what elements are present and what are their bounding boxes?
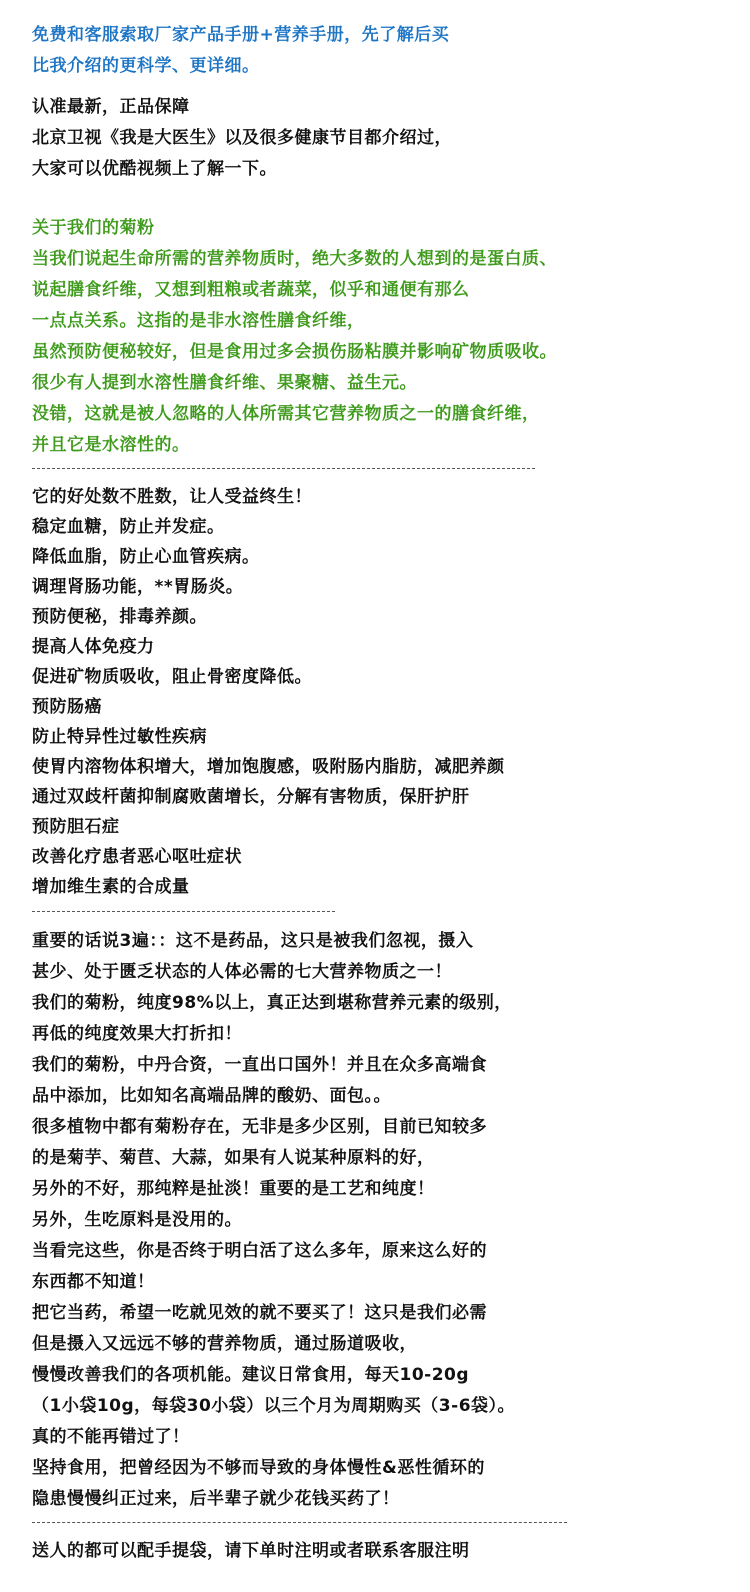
authenticity-line-2: 北京卫视《我是大医生》以及很多健康节目都介绍过， [32,128,452,148]
benefit-line-5: 预防便秘，排毒养颜。 [32,607,207,627]
separator-1 [32,468,535,469]
important-line-6: 品中添加，比如知名高端品牌的酸奶、面包。。 [32,1086,391,1106]
benefit-line-9: 防止特异性过敏性疾病 [32,727,207,747]
benefit-line-6: 提高人体免疫力 [32,637,155,657]
about-line-2: 说起膳食纤维，又想到粗粮或者蔬菜，似乎和通便有那么 [32,280,470,300]
important-line-8: 的是菊芋、菊苣、大蒜，如果有人说某种原料的好， [32,1148,435,1168]
important-line-3: 我们的菊粉，纯度98%以上，真正达到堪称营养元素的级别， [32,993,512,1013]
separator-3 [32,1522,567,1523]
benefit-line-11: 通过双歧杆菌抑制腐败菌增长，分解有害物质，保肝护肝 [32,787,470,807]
separator-2 [32,911,335,912]
about-line-5: 很少有人提到水溶性膳食纤维、果聚糖、益生元。 [32,373,417,393]
about-line-3: 一点点关系。这指的是非水溶性膳食纤维， [32,311,365,331]
footer-line-1: 送人的都可以配手提袋，请下单时注明或者联系客服注明 [32,1541,470,1561]
about-line-7: 并且它是水溶性的。 [32,435,190,455]
about-line-6: 没错，这就是被人忽略的人体所需其它营养物质之一的膳食纤维， [32,404,540,424]
intro-line-2: 比我介绍的更科学、更详细。 [32,56,260,76]
authenticity-line-3: 大家可以优酷视频上了解一下。 [32,159,277,179]
benefit-line-3: 降低血脂，防止心血管疾病。 [32,547,260,567]
benefit-line-13: 改善化疗患者恶心呕吐症状 [32,847,242,867]
important-line-16: （1小袋10g，每袋30小袋）以三个月为周期购买（3-6袋）。 [32,1396,516,1416]
important-line-11: 当看完这些，你是否终于明白活了这么多年，原来这么好的 [32,1241,487,1261]
important-line-1: 重要的话说3遍：：这不是药品，这只是被我们忽视，摄入 [32,931,474,951]
important-line-5: 我们的菊粉，中丹合资，一直出口国外！并且在众多高端食 [32,1055,487,1075]
important-line-13: 把它当药，希望一吃就见效的就不要买了！这只是我们必需 [32,1303,487,1323]
important-line-14: 但是摄入又远远不够的营养物质，通过肠道吸收， [32,1334,417,1354]
benefit-line-1: 它的好处数不胜数，让人受益终生！ [32,487,312,507]
important-line-9: 另外的不好，那纯粹是扯淡！重要的是工艺和纯度！ [32,1179,435,1199]
benefit-line-8: 预防肠癌 [32,697,102,717]
about-line-1: 当我们说起生命所需的营养物质时，绝大多数的人想到的是蛋白质、 [32,249,557,269]
authenticity-line-1: 认准最新，正品保障 [32,97,190,117]
important-line-7: 很多植物中都有菊粉存在，无非是多少区别，目前已知较多 [32,1117,487,1137]
benefit-line-10: 使胃内溶物体积增大，增加饱腹感，吸附肠内脂肪，减肥养颜 [32,757,505,777]
benefit-line-12: 预防胆石症 [32,817,120,837]
benefit-line-2: 稳定血糖，防止并发症。 [32,517,225,537]
important-line-15: 慢慢改善我们的各项机能。建议日常食用，每天10-20g [32,1365,470,1385]
about-heading: 关于我们的菊粉 [32,218,155,238]
intro-line-1: 免费和客服索取厂家产品手册+营养手册，先了解后买 [32,25,450,45]
about-line-4: 虽然预防便秘较好，但是食用过多会损伤肠粘膜并影响矿物质吸收。 [32,342,557,362]
important-line-12: 东西都不知道！ [32,1272,155,1292]
important-line-2: 甚少、处于匮乏状态的人体必需的七大营养物质之一！ [32,962,452,982]
important-line-4: 再低的纯度效果大打折扣！ [32,1024,242,1044]
benefit-line-14: 增加维生素的合成量 [32,877,190,897]
benefit-line-4: 调理肾肠功能，**胃肠炎。 [32,577,244,597]
important-line-18: 坚持食用，把曾经因为不够而导致的身体慢性&恶性循环的 [32,1458,485,1478]
important-line-17: 真的不能再错过了！ [32,1427,190,1447]
important-line-19: 隐患慢慢纠正过来，后半辈子就少花钱买药了！ [32,1489,400,1509]
important-line-10: 另外，生吃原料是没用的。 [32,1210,242,1230]
benefit-line-7: 促进矿物质吸收，阻止骨密度降低。 [32,667,312,687]
